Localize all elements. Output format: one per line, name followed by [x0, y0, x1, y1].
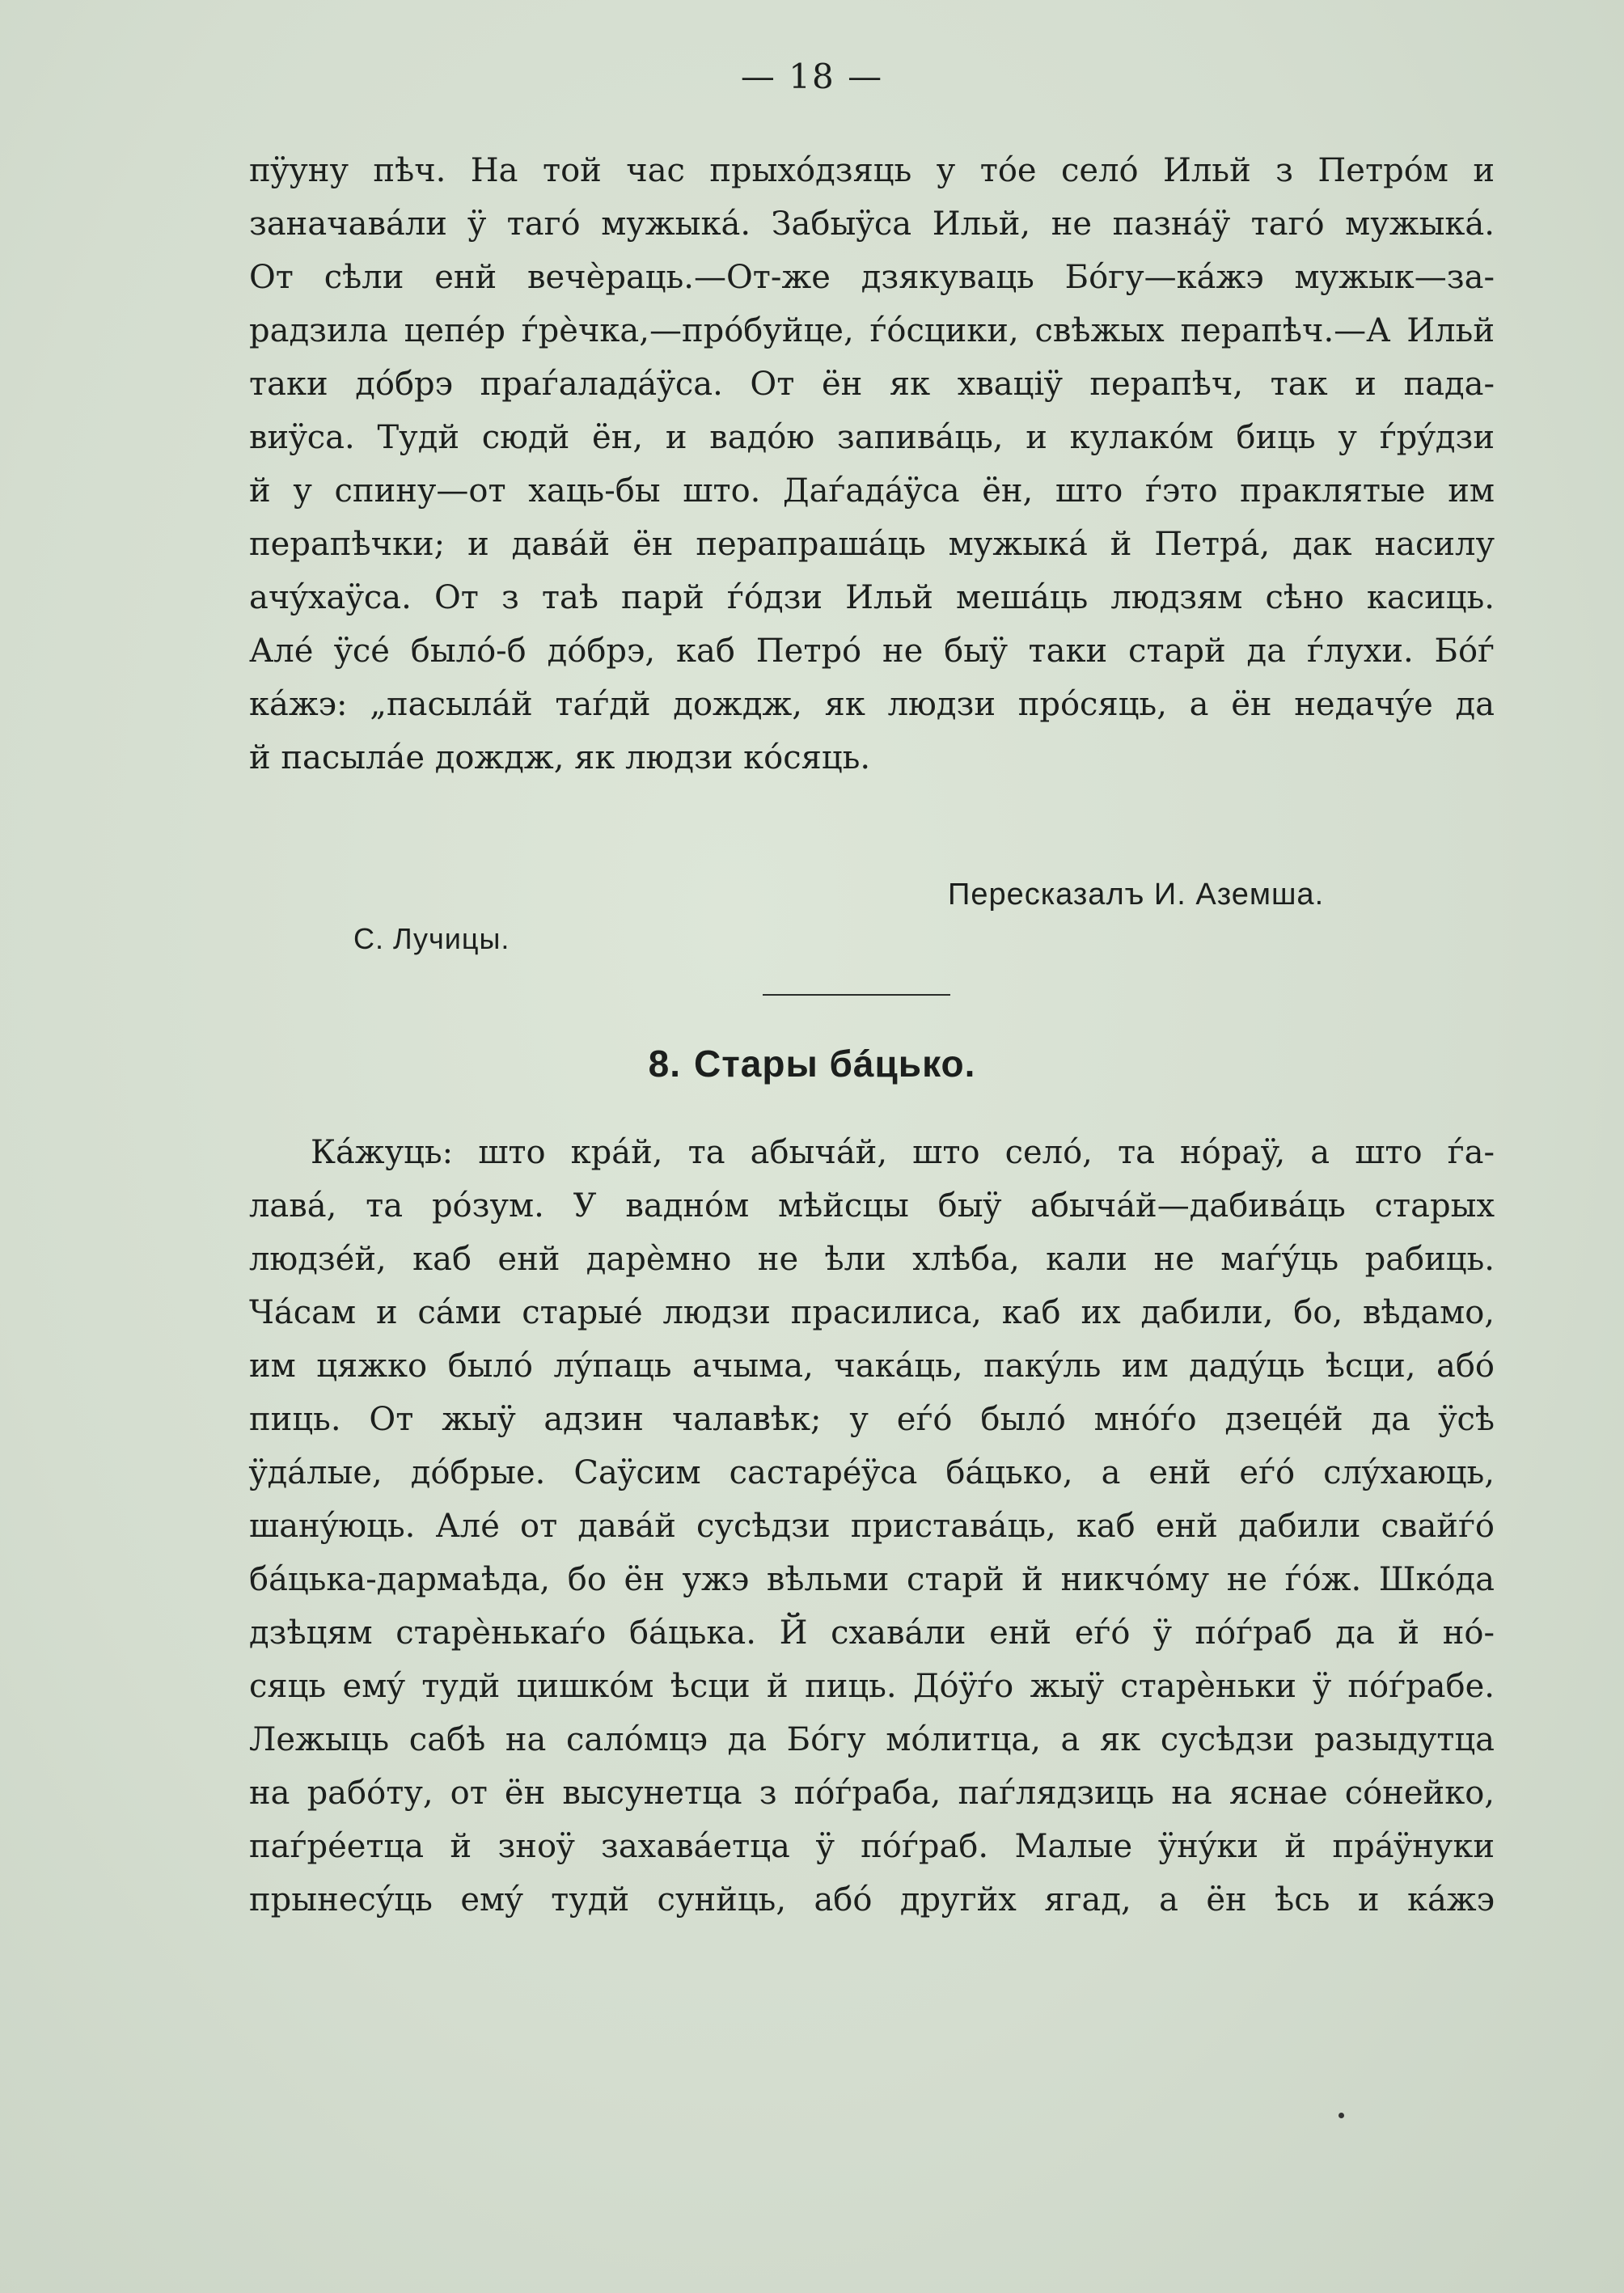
text-line: сяць емý тудй цишкóм ѣсци й пиць. Дóÿѓо жыÿ старѐньки ÿ пóѓрабе. — [249, 1668, 1495, 1705]
place-name: С. Лучицы. — [353, 922, 510, 955]
text-line: Алé ÿсé былó-б дóбрэ, каб Петрó не быÿ таки старй да ѓлухи. Бóѓ — [249, 632, 1495, 670]
text-line: виÿса. Тудй сюдй ён, и вадóю запивáць, и кулакóм биць у ѓрýдзи — [249, 419, 1495, 456]
text-line: шанýюць. Алé от давáй сусѣдзи приставáць, каб енй дабили свайѓó — [249, 1508, 1495, 1545]
page-number: — 18 — — [740, 57, 884, 96]
text-line: кáжэ: „пасылáй таѓдй дождж, як людзи прóсяць, а ён недачýе да — [249, 686, 1495, 723]
text-line: на рабóту, от ён высунетца з пóѓраба, паѓлядзиць на яснае сóнейко, — [249, 1775, 1495, 1812]
text-line: им цяжко былó лýпаць ачыма, чакáць, пакýль им дадýць ѣсци, абó — [249, 1347, 1495, 1385]
text-line: ачýхаÿса. От з таѣ парй ѓóдзи Ильй мешáць людзям сѣно касиць. — [249, 579, 1495, 616]
text-line: бáцька-дармаѣда, бо ён ужэ вѣльми старй й никчóму не ѓóж. Шкóда — [249, 1561, 1495, 1598]
text-line: таки дóбрэ праѓаладáÿса. От ён як хваціÿ перапѣч, так и пада- — [249, 366, 1495, 403]
section-divider — [763, 994, 950, 996]
text-line: перапѣчки; и давáй ён перапрашáць мужыкá й Петрá, дак насилу — [249, 526, 1495, 563]
author-signature: Пересказалъ И. Аземша. — [948, 878, 1325, 912]
text-line: прынесýць емý тудй сунйць, абó другйх ягад, а ён ѣсь и кáжэ — [249, 1881, 1495, 1919]
paragraph-story-end — [249, 144, 1495, 785]
text-line: ÿдáлые, дóбрые. Саÿсим састарéÿса бáцько, а енй еѓó слýхаюць, — [249, 1454, 1495, 1491]
ink-speck — [1339, 2113, 1344, 2118]
text-line: людзéй, каб енй дарѐмно не ѣли хлѣба, кали не маѓýць рабиць. — [249, 1241, 1495, 1278]
text-line: Кáжуць: што крáй, та абычáй, што селó, та нóраÿ, а што ѓа- — [311, 1134, 1495, 1171]
section-title-text: Стары бáцько. — [694, 1043, 976, 1085]
text-line: й у спину—от хаць-бы што. Даѓадáÿса ён, што ѓэто праклятые им — [249, 472, 1495, 510]
text-line: паѓрéетца й зноÿ захавáетца ÿ пóѓраб. Малые ÿнýки й прáÿнуки — [249, 1828, 1495, 1865]
text-line: Лежыць сабѣ на салóмцэ да Бóгу мóлитца, а як сусѣдзи разыдутца — [249, 1721, 1495, 1758]
text-line: й пасылáе дождж, як людзи кóсяць. — [249, 739, 871, 776]
text-line: заначавáли ÿ тагó мужыкá. Забыÿса Ильй, не пазнáÿ тагó мужыкá. — [249, 205, 1495, 243]
section-title — [0, 1042, 1624, 1085]
text-line: От сѣли енй вечѐраць.—От-же дзякуваць Бóгу—кáжэ мужык—за- — [249, 259, 1495, 296]
text-line: Чáсам и сáми старыé людзи прасилиса, каб их дабили, бо, вѣдамо, — [249, 1294, 1495, 1331]
text-line: пиць. От жыÿ адзин чалавѣк; у еѓó былó мнóѓо дзецéй да ÿсѣ — [249, 1401, 1495, 1438]
text-line: пÿуну пѣч. На той час прыхóдзяць у тóе селó Ильй з Петрóм и — [249, 152, 1495, 189]
text-line: дзѣцям старѐнькаѓо бáцька. Й схавáли енй еѓó ÿ пóѓраб да й нó- — [249, 1614, 1495, 1652]
text-line: лавá, та рóзум. У ваднóм мѣйсцы быÿ абычáй—дабивáць старых — [249, 1187, 1495, 1225]
section-number: 8. — [648, 1043, 682, 1085]
paragraph-old-father — [249, 1126, 1495, 1927]
text-line: радзила цепéр ѓрѐчка,—прóбуйце, ѓóсцики, свѣжых перапѣч.—А Ильй — [249, 312, 1495, 349]
